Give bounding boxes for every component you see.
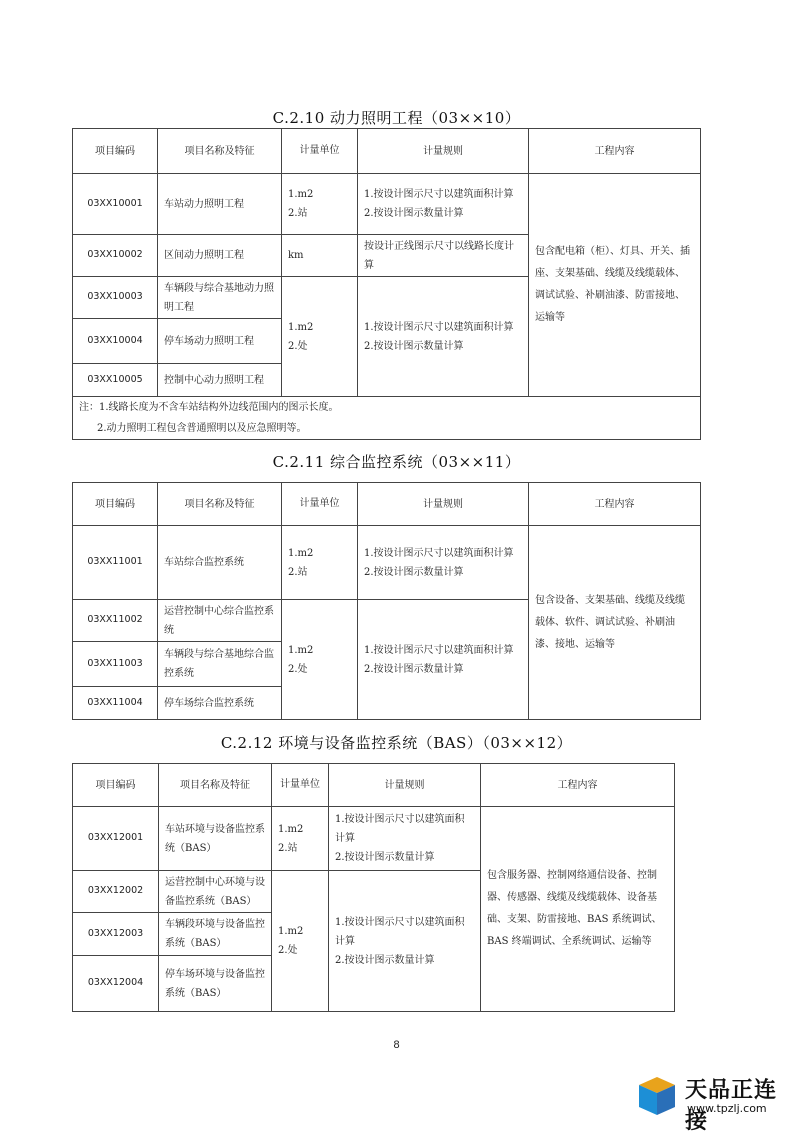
table-power-lighting <box>72 128 701 440</box>
cube-logo-icon <box>635 1073 679 1117</box>
header-name: 项目名称及特征 <box>158 483 282 526</box>
item-code: 03XX11003 <box>73 642 158 687</box>
table-notes <box>73 397 701 440</box>
item-name: 车站环境与设备监控系统（BAS） <box>159 807 272 871</box>
item-name: 车辆段与综合基地综合监控系统 <box>158 642 282 687</box>
header-unit: 计量单位 <box>282 483 358 526</box>
logo-name: 天品正连接 <box>685 1078 778 1134</box>
header-content: 工程内容 <box>529 483 701 526</box>
logo-url: www.tpzlj.com <box>687 1102 767 1115</box>
item-name: 运营控制中心综合监控系统 <box>158 600 282 642</box>
rule-cell: 1.按设计图示尺寸以建筑面积计算 2.按设计图示数量计算 <box>329 807 481 871</box>
unit-cell: km <box>282 235 358 277</box>
rule-cell: 按设计正线图示尺寸以线路长度计算 <box>358 235 529 277</box>
rule-cell: 1.按设计图示尺寸以建筑面积计算 2.按设计图示数量计算 <box>358 600 529 720</box>
header-code: 项目编码 <box>73 129 158 174</box>
item-code: 03XX11001 <box>73 526 158 600</box>
unit-cell: 1.m2 2.站 <box>282 526 358 600</box>
item-name: 车辆段与综合基地动力照明工程 <box>158 277 282 319</box>
item-code: 03XX12002 <box>73 871 159 913</box>
item-name: 区间动力照明工程 <box>158 235 282 277</box>
header-content: 工程内容 <box>529 129 701 174</box>
table-integrated-monitoring <box>72 482 701 720</box>
header-name: 项目名称及特征 <box>159 764 272 807</box>
header-code: 项目编码 <box>73 483 158 526</box>
unit-cell: 1.m2 2.处 <box>282 277 358 397</box>
item-name: 车站综合监控系统 <box>158 526 282 600</box>
header-code: 项目编码 <box>73 764 159 807</box>
header-rule: 计量规则 <box>329 764 481 807</box>
unit-cell: 1.m2 2.站 <box>272 807 329 871</box>
content-cell: 包含设备、支架基础、线缆及线缆载体、软件、调试试验、补刷油漆、接地、运输等 <box>529 526 701 720</box>
section-title-12: C.2.12 环境与设备监控系统（BAS）（03××12） <box>220 734 573 752</box>
item-name: 控制中心动力照明工程 <box>158 364 282 397</box>
table-header-row <box>73 129 701 174</box>
table-header-row <box>73 483 701 526</box>
item-name: 停车场综合监控系统 <box>158 687 282 720</box>
watermark-logo <box>635 1073 785 1134</box>
header-name: 项目名称及特征 <box>158 129 282 174</box>
header-content: 工程内容 <box>481 764 675 807</box>
table-row <box>73 174 701 235</box>
item-code: 03XX10002 <box>73 235 158 277</box>
item-code: 03XX12001 <box>73 807 159 871</box>
item-code: 03XX12004 <box>73 956 159 1012</box>
rule-cell: 1.按设计图示尺寸以建筑面积计算 2.按设计图示数量计算 <box>358 174 529 235</box>
item-name: 停车场动力照明工程 <box>158 319 282 364</box>
item-code: 03XX12003 <box>73 913 159 956</box>
section-title-11: C.2.11 综合监控系统（03××11） <box>272 453 521 471</box>
note-line: 2.动力照明工程包含普通照明以及应急照明等。 <box>97 423 307 434</box>
item-code: 03XX11002 <box>73 600 158 642</box>
rule-cell: 1.按设计图示尺寸以建筑面积计算 2.按设计图示数量计算 <box>358 277 529 397</box>
table-bas <box>72 763 675 1012</box>
content-cell: 包含配电箱（柜）、灯具、开关、插座、支架基础、线缆及线缆载体、调试试验、补刷油漆、防雷接地、运输等 <box>529 174 701 397</box>
rule-cell: 1.按设计图示尺寸以建筑面积计算 2.按设计图示数量计算 <box>329 871 481 1012</box>
content-cell: 包含服务器、控制网络通信设备、控制器、传感器、线缆及线缆载体、设备基础、支架、防雷接地、BAS 系统调试、BAS 终端调试、全系统调试、运输等 <box>481 807 675 1012</box>
section-title-10: C.2.10 动力照明工程（03××10） <box>272 109 521 127</box>
table-row <box>73 526 701 600</box>
item-code: 03XX10003 <box>73 277 158 319</box>
unit-cell: 1.m2 2.处 <box>282 600 358 720</box>
header-unit: 计量单位 <box>272 764 329 807</box>
item-code: 03XX11004 <box>73 687 158 720</box>
header-rule: 计量规则 <box>358 483 529 526</box>
page-number: 8 <box>393 1039 400 1051</box>
unit-cell: 1.m2 2.处 <box>272 871 329 1012</box>
item-code: 03XX10001 <box>73 174 158 235</box>
item-code: 03XX10005 <box>73 364 158 397</box>
item-name: 停车场环境与设备监控系统（BAS） <box>159 956 272 1012</box>
table-row <box>73 807 675 871</box>
item-name: 运营控制中心环境与设备监控系统（BAS） <box>159 871 272 913</box>
header-rule: 计量规则 <box>358 129 529 174</box>
item-name: 车辆段环境与设备监控系统（BAS） <box>159 913 272 956</box>
rule-cell: 1.按设计图示尺寸以建筑面积计算 2.按设计图示数量计算 <box>358 526 529 600</box>
unit-cell: 1.m2 2.站 <box>282 174 358 235</box>
note-line: 注：1.线路长度为不含车站结构外边线范围内的图示长度。 <box>79 402 339 413</box>
notes-row <box>73 397 701 440</box>
header-unit: 计量单位 <box>282 129 358 174</box>
table-header-row <box>73 764 675 807</box>
item-code: 03XX10004 <box>73 319 158 364</box>
item-name: 车站动力照明工程 <box>158 174 282 235</box>
